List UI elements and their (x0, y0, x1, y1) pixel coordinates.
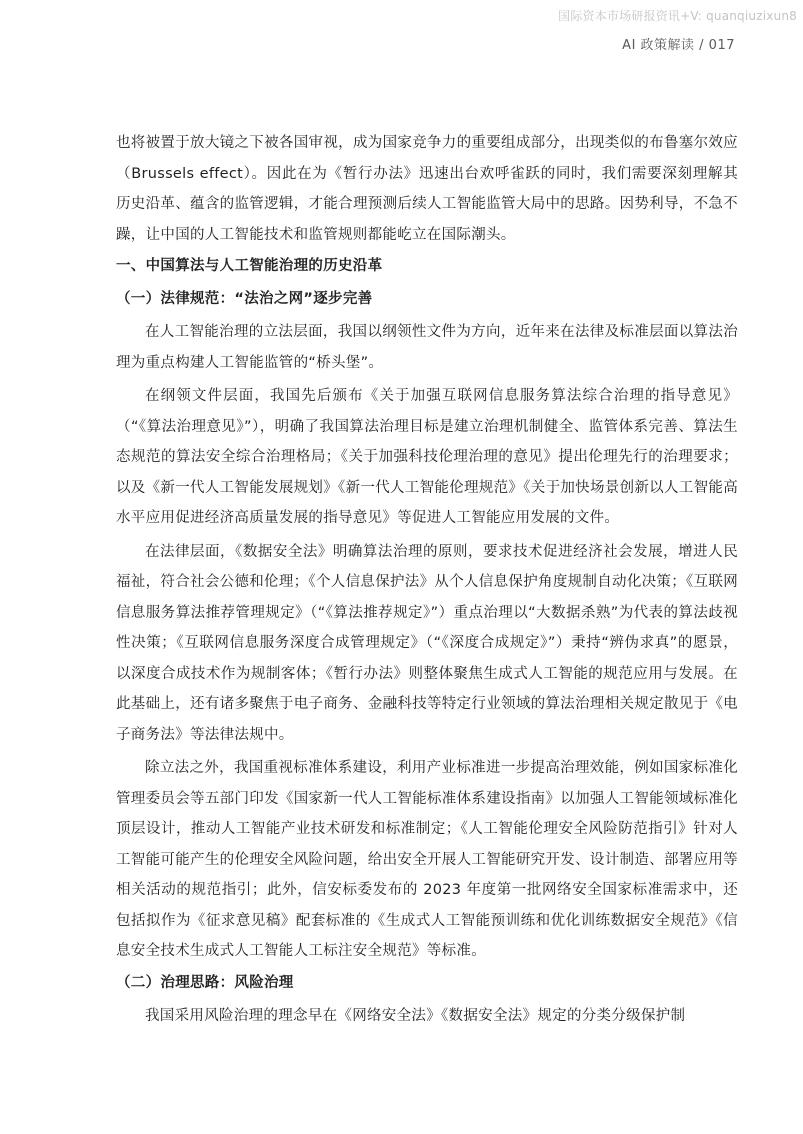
paragraph: 我国采用风险治理的理念早在《网络安全法》《数据安全法》规定的分类分级保护制 (145, 1008, 686, 1024)
section-heading: 一、中国算法与人工智能治理的历史沿革 (116, 258, 383, 274)
document-body (116, 128, 738, 1032)
watermark-text: 国际资本市场研报资讯+V: quanqiuzixun8 (558, 9, 797, 23)
running-head: AI 政策解读 / 017 (622, 38, 735, 53)
paragraph: 在人工智能治理的立法层面，我国以纲领性文件为方向，近年来在法律及标准层面以算法治理为重点构建人工智能监管的“桥头堡”。 (116, 324, 738, 371)
paragraph: 除立法之外，我国重视标准体系建设，利用产业标准进一步提高治理效能，例如国家标准化管理委员会等五部门印发《国家新一代人工智能标准体系建设指南》以加强人工智能领域标准化顶层设计，推动人工智能产业技术研发和标准制定；《人工智能伦理安全风险防范指引》针对人工智能可能产生的伦理安全风险问题，给出安全开展人工智能研究开发、设计制造、部署应用等相关活动的规范指引；此外，信安标委发布的 2023 年度第一批网络安全国家标准需求中，还包括拟作为《征求意见稿》配套标准的《生成式人工智能预训练和优化训练数据安全规范》《信息安全技术生成式人工智能人工标注安全规范》等标准。 (116, 760, 738, 959)
paragraph: 在法律层面，《数据安全法》明确算法治理的原则，要求技术促进经济社会发展，增进人民福祉，符合社会公德和伦理；《个人信息保护法》从个人信息保护角度规制自动化决策；《互联网信息服务算法推荐管理规定》（“《算法推荐规定》”）重点治理以“大数据杀熟”为代表的算法歧视性决策；《互联网信息服务深度合成管理规定》（“《深度合成规定》”）秉持“辨伪求真”的愿景，以深度合成技术作为规制客体；《暂行办法》则整体聚焦生成式人工智能的规范应用与发展。在此基础上，还有诸多聚焦于电子商务、金融科技等特定行业领域的算法治理相关规定散见于《电子商务法》等法律法规中。 (116, 543, 738, 743)
subsection-heading: （二）治理思路：风险治理 (116, 974, 294, 991)
subsection-heading: （一）法律规范：“法治之网”逐步完善 (116, 290, 373, 307)
paragraph: 也将被置于放大镜之下被各国审视，成为国家竞争力的重要组成部分，出现类似的布鲁塞尔效应（Brussels effect）。因此在为《暂行办法》迅速出台欢呼雀跃的同时，我们需要深刻理解其历史沿革、蕴含的监管逻辑，才能合理预测后续人工智能监管大局中的思路。因势利导，不急不躁，让中国的人工智能技术和监管规则都能屹立在国际潮头。 (116, 135, 738, 243)
paragraph: 在纲领文件层面，我国先后颁布《关于加强互联网信息服务算法综合治理的指导意见》（“《算法治理意见》”），明确了我国算法治理目标是建立治理机制健全、监管体系完善、算法生态规范的算法安全综合治理格局；《关于加强科技伦理治理的意见》提出伦理先行的治理要求；以及《新一代人工智能发展规划》《新一代人工智能伦理规范》《关于加快场景创新以人工智能高水平应用促进经济高质量发展的指导意见》等促进人工智能应用发展的文件。 (116, 388, 738, 526)
